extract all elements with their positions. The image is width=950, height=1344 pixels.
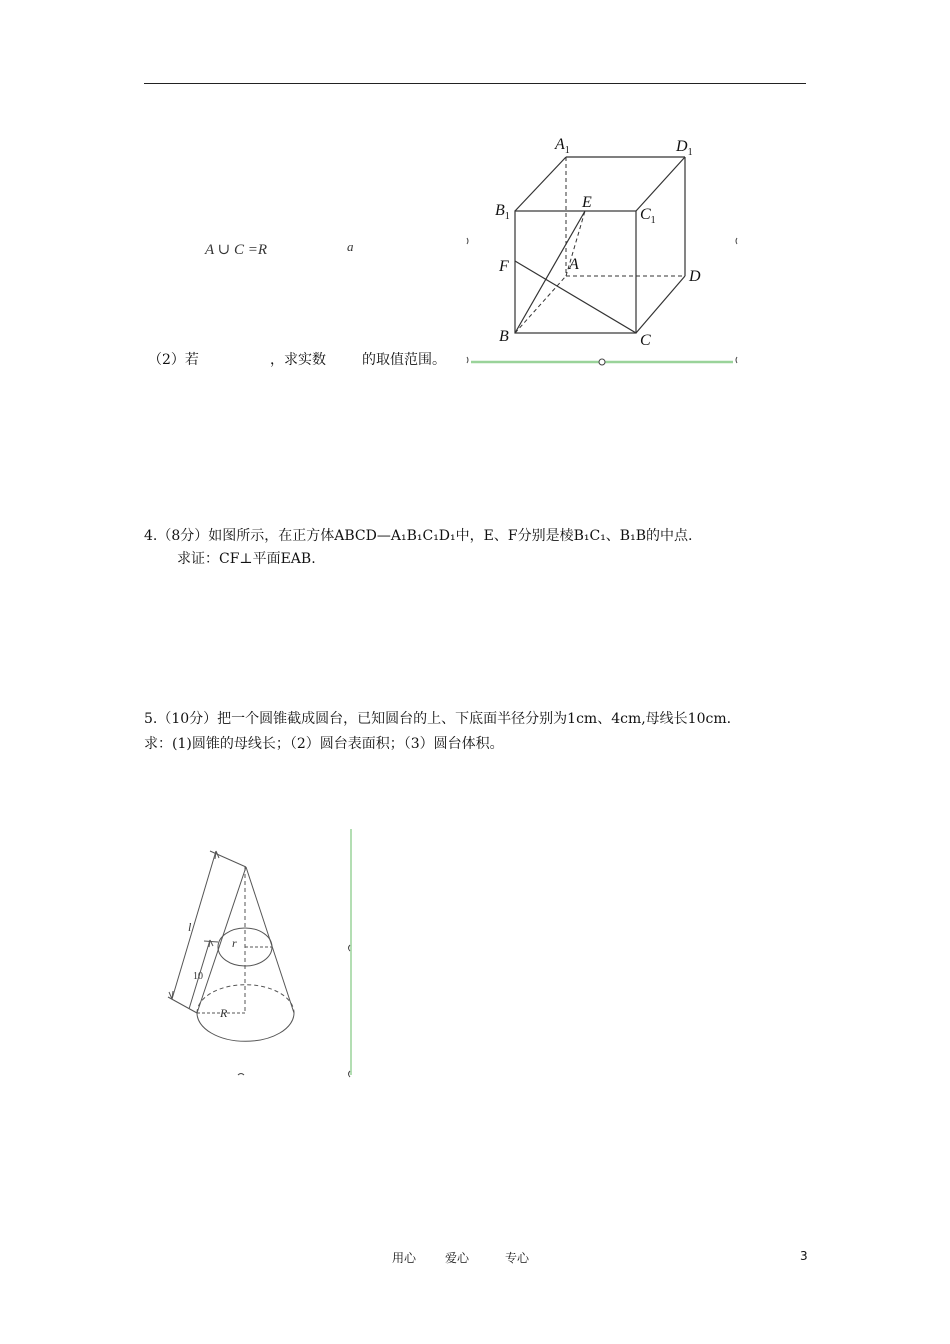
label-B1: $B_1$ bbox=[495, 202, 510, 222]
q3-part2-suffix: 的取值范围。 bbox=[362, 352, 446, 368]
footer-item-3: 专心 bbox=[505, 1251, 530, 1265]
label-A: A bbox=[569, 256, 579, 273]
label-A1: $A_1$ bbox=[555, 136, 570, 156]
q4-prove: 求证：CF⊥平面EAB. bbox=[177, 551, 316, 567]
label-R: R bbox=[220, 1006, 228, 1020]
edge-C1D1 bbox=[636, 157, 685, 211]
label-D1: $D_1$ bbox=[676, 138, 693, 158]
cone-figure bbox=[160, 825, 360, 1080]
footer-item-2: 爱心 bbox=[445, 1251, 470, 1265]
frame-handles bbox=[238, 829, 351, 1077]
hidden-edge-BA bbox=[515, 276, 566, 333]
dim-ext-bottom bbox=[168, 997, 197, 1013]
header-rule bbox=[144, 83, 806, 84]
label-D: D bbox=[689, 268, 701, 285]
bottom-base-front bbox=[197, 1013, 294, 1041]
page-number: 3 bbox=[800, 1249, 808, 1263]
variable-a: a bbox=[347, 239, 354, 254]
arrow-10-top bbox=[209, 940, 213, 947]
label-B: B bbox=[499, 328, 509, 345]
label-C: C bbox=[640, 332, 651, 349]
edge-CD bbox=[636, 276, 685, 333]
q5-ask: 求：(1)圆锥的母线长；（2）圆台表面积；（3）圆台体积。 bbox=[144, 736, 504, 752]
q5-statement: 5.（10分）把一个圆锥截成圆台，已知圆台的上、下底面半径分别为1cm、4cm,母线长10cm. bbox=[144, 711, 732, 727]
cube-figure bbox=[455, 125, 755, 375]
q3-part2-mid: ，求实数 bbox=[270, 352, 326, 368]
q3-part2-prefix: （2）若 bbox=[148, 352, 199, 368]
label-r: r bbox=[232, 936, 237, 950]
q4-statement: 4.（8分）如图所示，在正方体ABCD—A₁B₁C₁D₁中，E、F分别是棱B₁C₁、B₁B的中点. bbox=[144, 528, 693, 544]
label-E: E bbox=[582, 194, 592, 211]
label-F: F bbox=[499, 258, 509, 275]
footer-item-1: 用心 bbox=[392, 1251, 417, 1265]
label-l: l bbox=[188, 920, 192, 934]
edge-B1A1 bbox=[515, 157, 566, 211]
label-10: 10 bbox=[193, 971, 203, 982]
label-C1: $C_1$ bbox=[640, 206, 656, 226]
set-union-expression: A ∪ C =R bbox=[205, 242, 267, 258]
